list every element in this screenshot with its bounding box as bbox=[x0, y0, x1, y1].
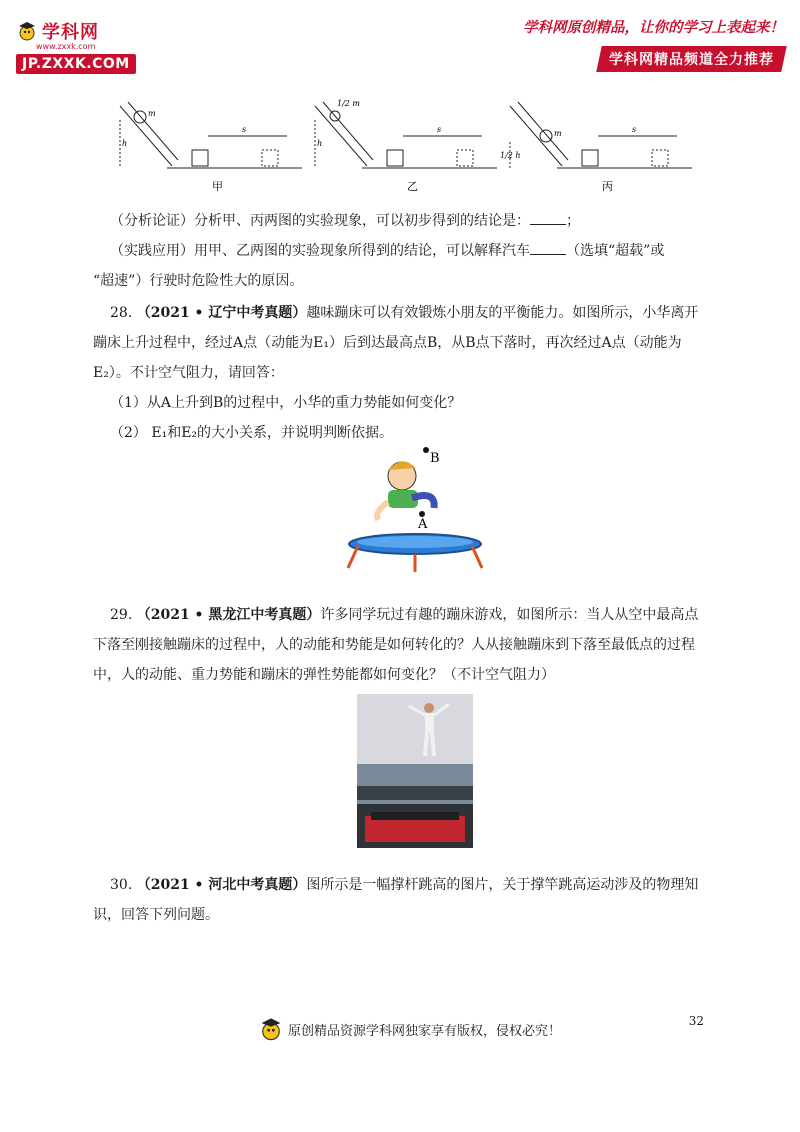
q27-line3: “超速”）行驶时危险性大的原因。 bbox=[93, 273, 304, 289]
answer-blank[interactable] bbox=[530, 240, 566, 255]
question-source: （2021 • 黑龙江中考真题） bbox=[136, 607, 321, 623]
q28-line1-text: 趣味蹦床可以有效锻炼小朋友的平衡能力。如图所示，小华离开 bbox=[306, 305, 699, 321]
q27-line2-end: （选填“超载”或 bbox=[566, 243, 665, 259]
figure-bing bbox=[500, 102, 692, 193]
distance-label-yi: s bbox=[437, 125, 442, 134]
mass-label-yi: 1/2 m bbox=[337, 99, 361, 108]
answer-blank[interactable] bbox=[530, 210, 566, 225]
q29-line1 bbox=[110, 600, 745, 630]
question-source: （2021 • 辽宁中考真题） bbox=[136, 305, 307, 321]
q27-line1-text: （分析论证）分析甲、丙两图的实验现象，可以初步得到的结论是： bbox=[110, 213, 530, 229]
q30-line1-text: 图所示是一幅撑杆跳高的图片，关于撑竿跳高运动涉及的物理知 bbox=[306, 877, 699, 893]
q28-sub1: （1）从A上升到B的过程中，小华的重力势能如何变化？ bbox=[110, 395, 462, 411]
q27-line1 bbox=[110, 206, 745, 236]
q27-line2-text: （实践应用）用甲、乙两图的实验现象所得到的结论，可以解释汽车 bbox=[110, 243, 530, 259]
mass-label-jia: m bbox=[148, 109, 156, 118]
figure-jia bbox=[120, 102, 302, 193]
q30-line1 bbox=[110, 870, 745, 900]
distance-label-bing: s bbox=[632, 125, 637, 134]
mascot-icon bbox=[16, 20, 38, 42]
figure-label-yi: 乙 bbox=[407, 180, 418, 193]
question-source: （2021 • 河北中考真题） bbox=[136, 877, 307, 893]
figure-label-bing: 丙 bbox=[602, 180, 613, 193]
q29-line1-text: 许多同学玩过有趣的蹦床游戏，如图所示：当人从空中最高点 bbox=[320, 607, 699, 623]
page-number: 32 bbox=[688, 1014, 704, 1028]
point-a-label: A bbox=[418, 517, 428, 532]
logo-url[interactable]: JP.ZXXK.COM bbox=[16, 54, 136, 74]
header-banner-text: 学科网精品频道全力推荐 bbox=[609, 52, 774, 68]
q30-line2: 识，回答下列问题。 bbox=[93, 907, 219, 923]
mascot-icon bbox=[258, 1016, 284, 1042]
q28-line2: 蹦床上升过程中，经过A点（动能为E₁）后到达最高点B，从B点下落时，再次经过A点（动能为 bbox=[93, 335, 682, 351]
figure-label-jia: 甲 bbox=[212, 180, 223, 193]
q28-line3: E₂）。不计空气阻力，请回答： bbox=[93, 365, 284, 381]
trampoline-gymnast-photo bbox=[357, 694, 473, 848]
slope-experiment-figures bbox=[112, 98, 712, 198]
q27-line2 bbox=[110, 236, 745, 266]
question-number: 28. bbox=[110, 305, 133, 321]
q28-line1 bbox=[110, 298, 745, 328]
point-b-label: B bbox=[430, 451, 440, 466]
q29-line2: 下落至刚接触蹦床的过程中，人的动能和势能是如何转化的？人从接触蹦床到下落至最低点的过程 bbox=[93, 637, 695, 653]
distance-label-jia: s bbox=[242, 125, 247, 134]
header-slogan: 学科网原创精品，让你的学习上表起来！ bbox=[523, 19, 784, 36]
q28-sub2: （2） E₁和E₂的大小关系，并说明判断依据。 bbox=[110, 425, 394, 441]
figure-yi bbox=[315, 99, 497, 193]
height-label-yi: h bbox=[317, 139, 323, 148]
copyright-footer bbox=[258, 1016, 561, 1042]
logo-badge[interactable] bbox=[16, 18, 136, 74]
copyright-notice: 原创精品资源学科网独家享有版权，侵权必究！ bbox=[288, 1023, 562, 1039]
logo-title: 学科网 bbox=[42, 22, 99, 43]
height-label-bing: 1/2 h bbox=[500, 151, 521, 160]
question-number: 29. bbox=[110, 607, 133, 623]
mass-label-bing: m bbox=[554, 129, 562, 138]
q29-line3: 中，人的动能、重力势能和蹦床的弹性势能都如何变化？（不计空气阻力） bbox=[93, 667, 555, 683]
header-banner bbox=[596, 46, 787, 72]
logo-subtitle: www.zxxk.com bbox=[36, 42, 96, 51]
trampoline-cartoon-figure bbox=[340, 446, 490, 578]
height-label-jia: h bbox=[122, 139, 128, 148]
question-number: 30. bbox=[110, 877, 133, 893]
q27-line1-end: ； bbox=[566, 213, 580, 229]
